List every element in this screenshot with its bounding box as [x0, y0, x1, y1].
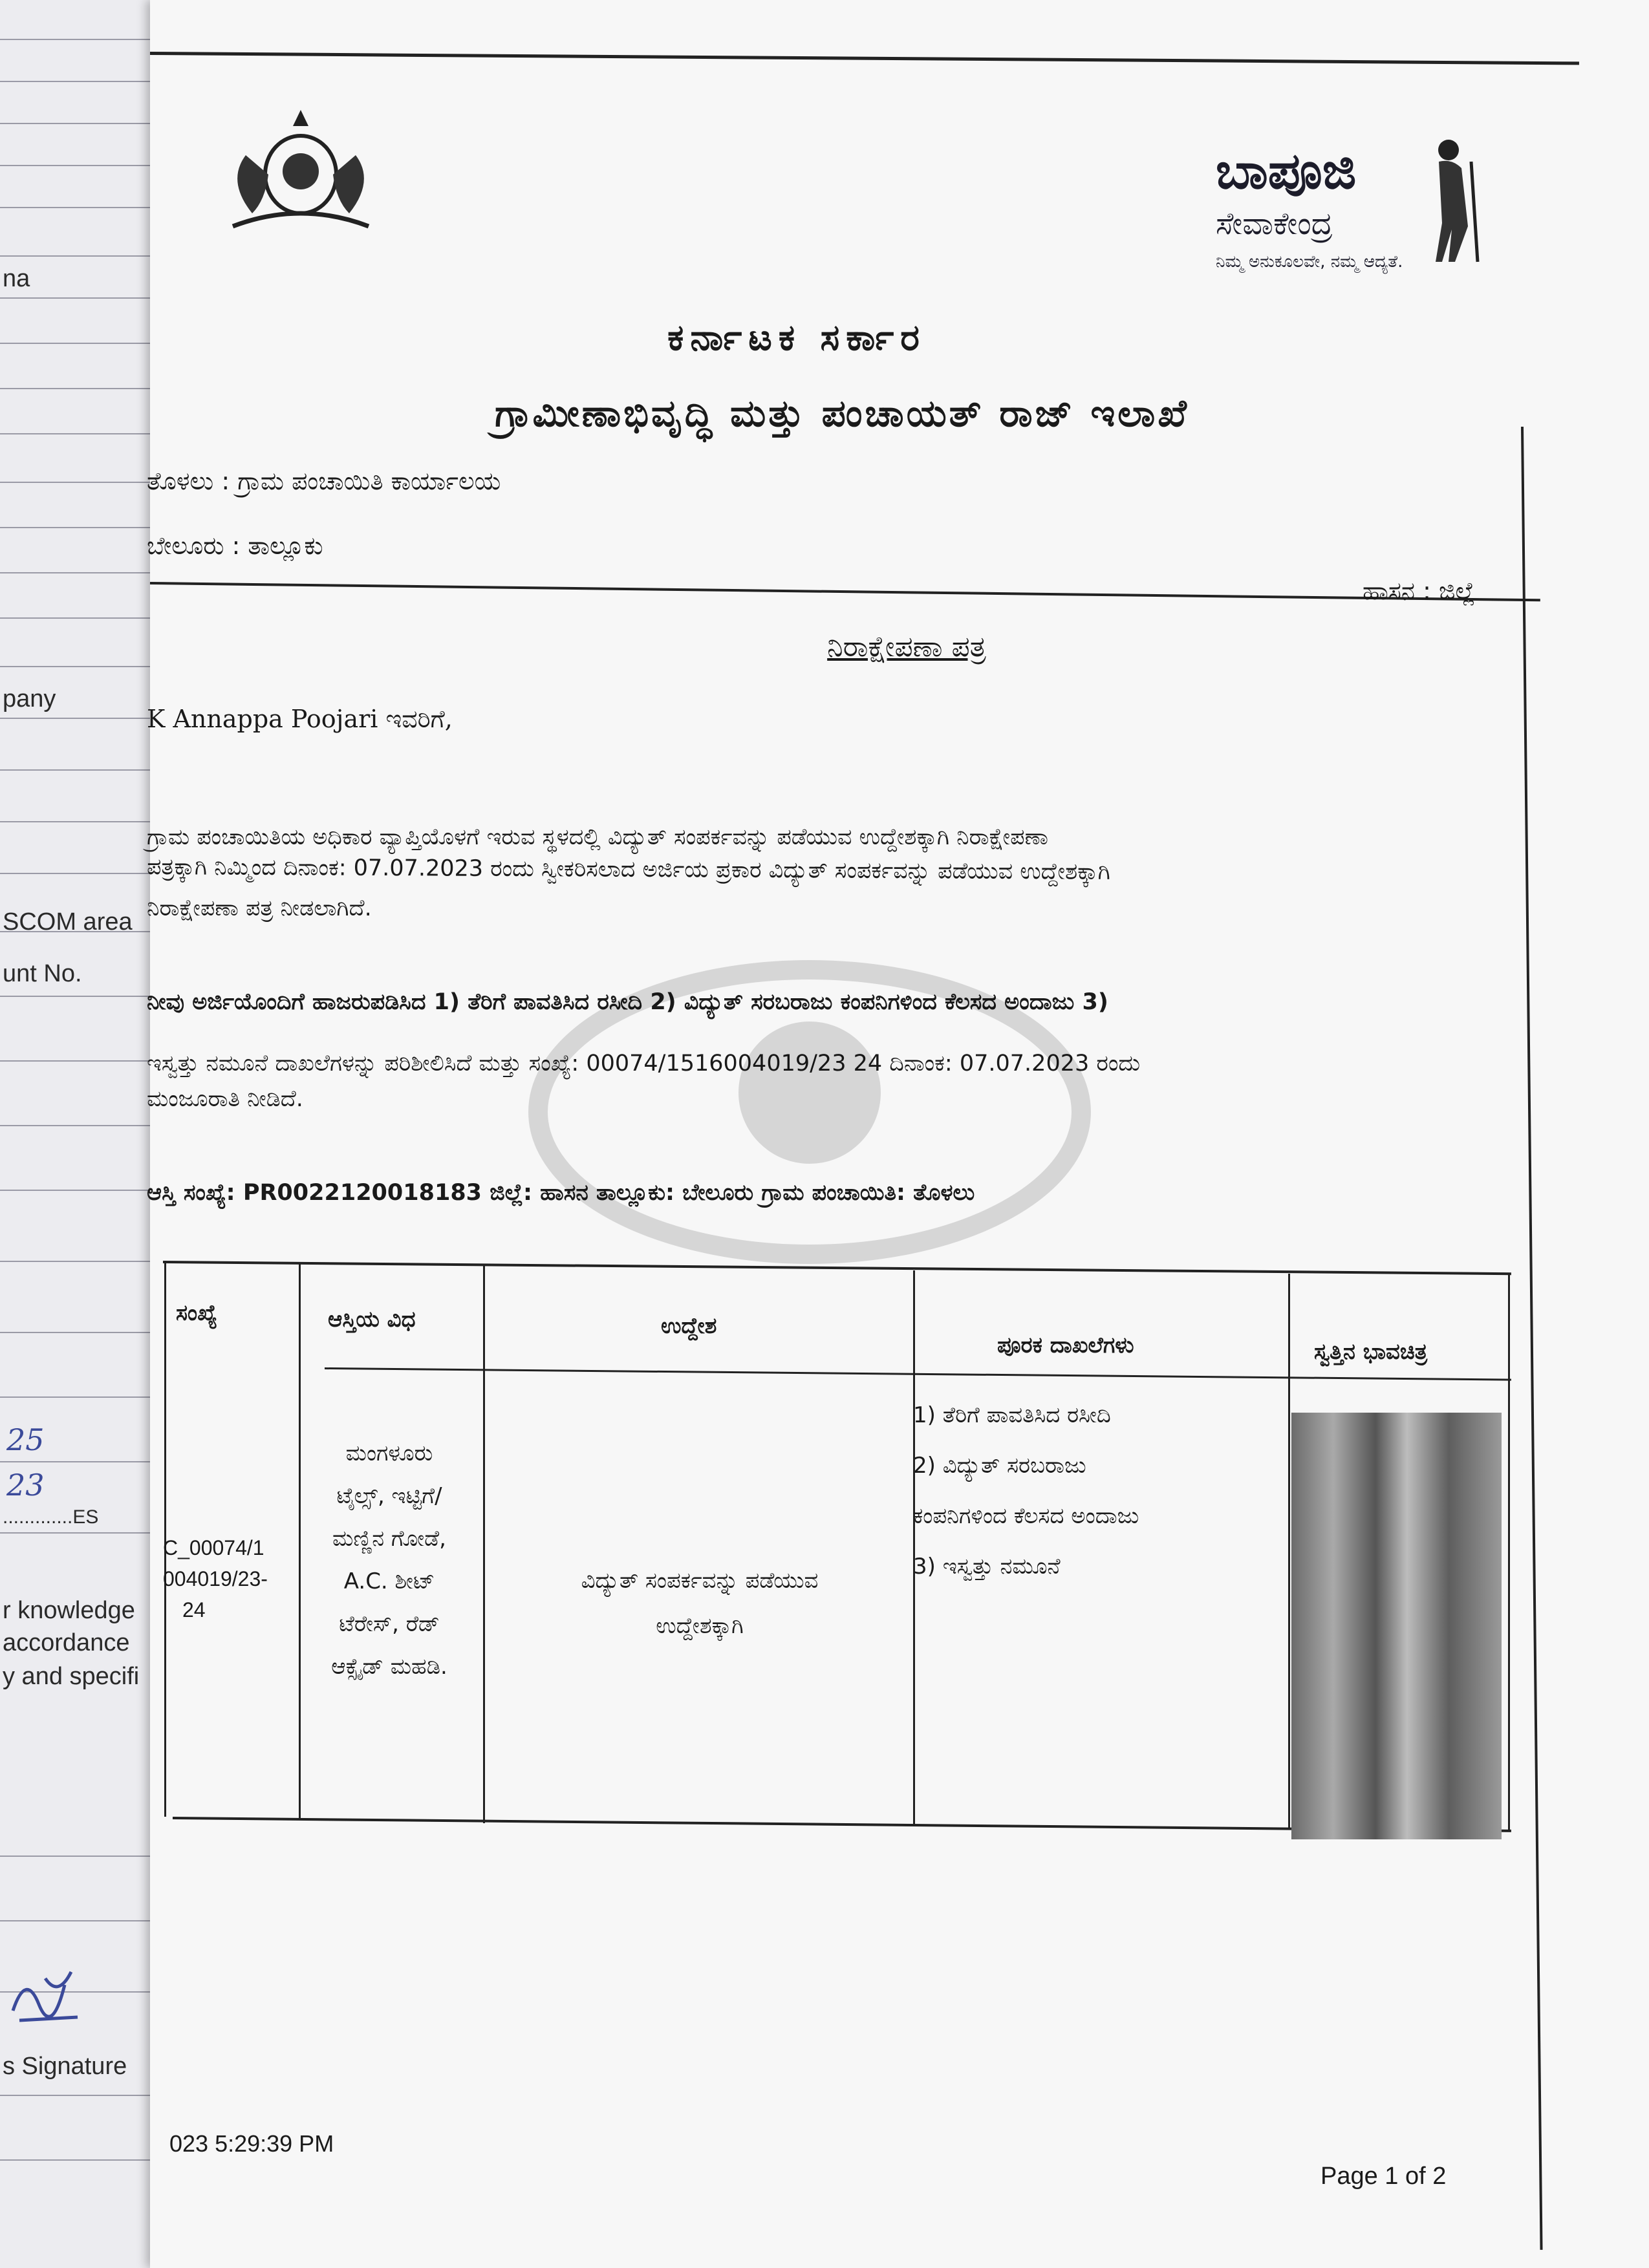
- paragraph-2-line-1: ನೀವು ಅರ್ಜಿಯೊಂದಿಗೆ ಹಾಜರುಪಡಿಸಿದ 1) ತೆರಿಗೆ ಪಾವತಿಸಿದ ರಸೀದಿ 2) ವಿದ್ಯುತ್ ಸರಬರಾಜು ಕಂಪನಿಗಳಿಂದ ಕೆಲಸದ ಅಂದಾಜು 3): [147, 989, 1108, 1015]
- col-header-photo: ಸ್ವತ್ತಿನ ಭಾವಚಿತ್ರ: [1314, 1339, 1428, 1365]
- row-purpose: ವಿದ್ಯುತ್ ಸಂಪರ್ಕವನ್ನು ಪಡೆಯುವ ಉದ್ದೇಶಕ್ಕಾಗಿ: [581, 1568, 819, 1639]
- handwritten-signature-mark: [6, 1959, 84, 2030]
- sheet-fragment: pany: [3, 685, 56, 712]
- sheet-fragment: unt No.: [3, 960, 82, 987]
- col-header-purpose: ಉದ್ದೇಶ: [661, 1313, 717, 1339]
- government-title: ಕರ್ನಾಟಕ ಸರ್ಕಾರ: [667, 317, 926, 359]
- page-number: Page 1 of 2: [1320, 2163, 1447, 2190]
- noc-document: [146, 0, 1649, 2268]
- col-header-documents: ಪೂರಕ ದಾಖಲೆಗಳು: [997, 1332, 1134, 1358]
- gandhi-figure-icon: [1413, 136, 1484, 265]
- addressee: K Annappa Poojari ಇವರಿಗೆ,: [147, 705, 453, 733]
- sheet-fragment: r knowledge: [3, 1597, 135, 1624]
- district-line: ಹಾಸನ : ಜಿಲ್ಲೆ: [1363, 577, 1476, 605]
- paragraph-1-line-3: ನಿರಾಕ್ಷೇಪಣಾ ಪತ್ರ ನೀಡಲಾಗಿದೆ.: [147, 895, 372, 921]
- sheet-fragment: .............ES: [3, 1506, 99, 1528]
- row-property-type: ಮಂಗಳೂರು ಟೈಲ್ಸ್, ಇಟ್ಟಿಗೆ/ ಮಣ್ಣಿನ ಗೋಡೆ, A.C. ಶೀಟ್ ಟೆರೇಸ್, ರೆಡ್ ಆಕ್ಸೈಡ್ ಮಹಡಿ.: [331, 1440, 447, 1680]
- row-documents: 1) ತೆರಿಗೆ ಪಾವತಿಸಿದ ರಸೀದಿ 2) ವಿದ್ಯುತ್ ಸರಬರಾಜು ಕಂಪನಿಗಳಿಂದ ಕೆಲಸದ ಅಂದಾಜು 3) ಇಸ್ವತ್ತು ನಮೂನೆ: [913, 1402, 1139, 1579]
- logo-subtitle: ಸೇವಾಕೇಂದ್ರ: [1216, 206, 1333, 242]
- print-timestamp: 023 5:29:39 PM: [169, 2130, 334, 2157]
- col-header-number: ಸಂಖ್ಯೆ: [176, 1300, 217, 1326]
- office-seal-watermark: [454, 944, 1165, 1280]
- logo-tagline: ನಿಮ್ಮ ಅನುಕೂಲವೇ, ನಮ್ಮ ಆದ್ಯತೆ.: [1216, 252, 1403, 272]
- department-title: ಗ್ರಾಮೀಣಾಭಿವೃದ್ಧಿ ಮತ್ತು ಪಂಚಾಯತ್ ರಾಜ್ ಇಲಾಖೆ: [495, 391, 1189, 435]
- row-number: C_00074/1 004019/23- 24: [163, 1536, 268, 1621]
- sheet-fragment: SCOM area: [3, 908, 133, 936]
- paragraph-1-line-2: ಪತ್ರಕ್ಕಾಗಿ ನಿಮ್ಮಿಂದ ದಿನಾಂಕ: 07.07.2023 ರಂದು ಸ್ವೀಕರಿಸಲಾದ ಅರ್ಜಿಯ ಪ್ರಕಾರ ವಿದ್ಯುತ್ ಸಂಪರ್ಕವನ್ನು ಪಡೆಯುವ ಉದ್ದೇಶಕ್ಕಾಗಿ: [146, 854, 1110, 885]
- sheet-fragment: na: [3, 265, 30, 292]
- sheet-fragment: y and specifi: [3, 1663, 140, 1690]
- bapuji-seva-kendra-logo: [1203, 129, 1487, 297]
- sheet-fragment: accordance: [3, 1629, 130, 1656]
- document-title: ನಿರಾಕ್ಷೇಪಣಾ ಪತ್ರ: [827, 630, 986, 663]
- sheet-fragment: s Signature: [3, 2053, 127, 2080]
- col-header-property-type: ಆಸ್ತಿಯ ವಿಧ: [328, 1307, 416, 1332]
- property-photo: [1291, 1413, 1502, 1839]
- paragraph-2-line-2: ಇಸ್ವತ್ತು ನಮೂನೆ ದಾಖಲೆಗಳನ್ನು ಪರಿಶೀಲಿಸಿದೆ ಮತ್ತು ಸಂಖ್ಯೆ: 00074/1516004019/23 24 ದಿನಾಂಕ: 07.07.2023 ರಂದು: [147, 1051, 1141, 1076]
- paragraph-2-line-3: ಮಂಜೂರಾತಿ ನೀಡಿದೆ.: [147, 1086, 303, 1112]
- office-line: ತೊಳಲು : ಗ್ರಾಮ ಪಂಚಾಯಿತಿ ಕಾರ್ಯಾಲಯ: [147, 467, 501, 495]
- paragraph-1-line-1: ಗ್ರಾಮ ಪಂಚಾಯಿತಿಯ ಅಧಿಕಾರ ವ್ಯಾಪ್ತಿಯೊಳಗೆ ಇರುವ ಸ್ಥಳದಲ್ಲಿ ವಿದ್ಯುತ್ ಸಂಪರ್ಕವನ್ನು ಪಡೆಯುವ ಉದ್ದೇಶಕ್ಕಾಗಿ ನಿರಾಕ್ಷೇಪಣಾ: [147, 824, 1049, 850]
- property-id-line: ಆಸ್ತಿ ಸಂಖ್ಯೆ: PR0022120018183 ಜಿಲ್ಲೆ: ಹಾಸನ ತಾಲ್ಲೂಕು: ಬೇಲೂರು ಗ್ರಾಮ ಪಂಚಾಯಿತಿ: ತೊಳಲು: [147, 1180, 975, 1206]
- logo-name: ಬಾಪೂಜಿ: [1216, 142, 1357, 200]
- taluk-line: ಬೇಲೂರು : ತಾಲ್ಲೂಕು: [147, 531, 323, 560]
- handwritten-note: 23: [6, 1468, 45, 1503]
- right-border: [1521, 427, 1543, 2250]
- top-border: [150, 52, 1579, 65]
- karnataka-emblem-icon: [220, 97, 382, 236]
- underlying-sheet: [0, 0, 162, 2268]
- handwritten-note: 25: [6, 1422, 45, 1457]
- header-divider: [150, 582, 1540, 601]
